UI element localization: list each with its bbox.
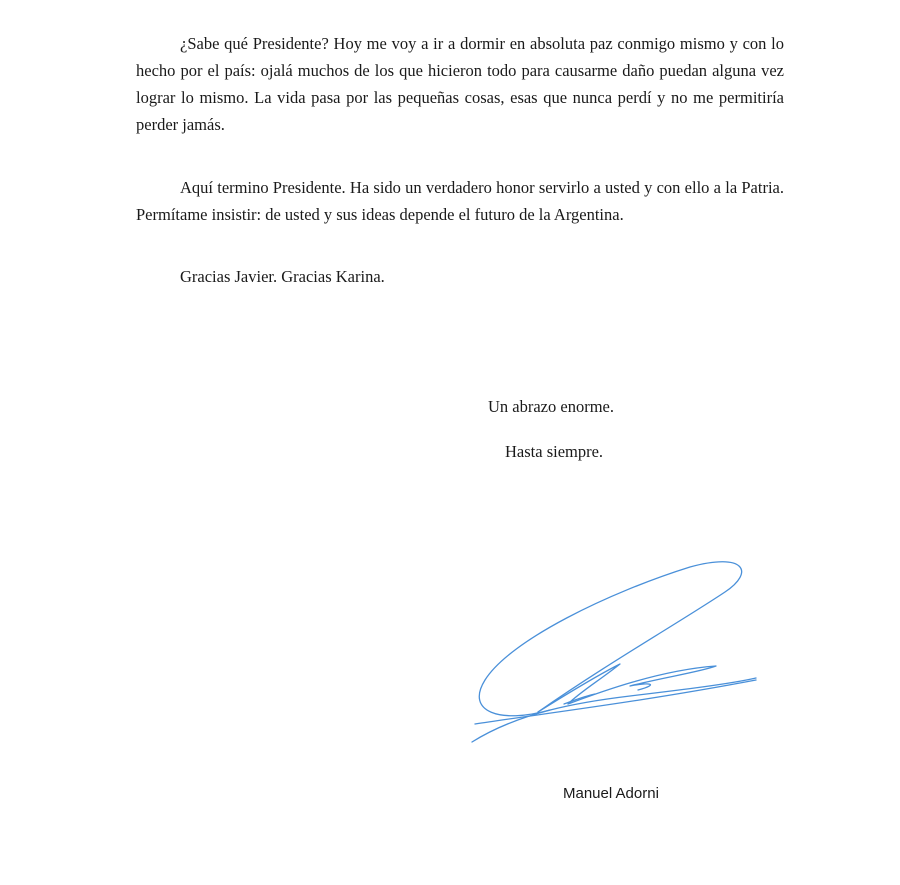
signer-name: Manuel Adorni (563, 785, 659, 802)
closing-abrazo: Un abrazo enorme. (488, 397, 614, 416)
closing-hasta-siempre: Hasta siempre. (505, 442, 604, 461)
signature-baseline-stroke (475, 680, 756, 724)
paragraph-presidente-paz: ¿Sabe qué Presidente? Hoy me voy a ir a dormir en absoluta paz conmigo mismo y con lo hecho por el país: ojalá muchos de los que hicieron todo para causarme daño puedan alguna vez lograr lo mismo. La vida pasa por las pequeñas cosas, esas que nunca perdí y no me permitiría perder jamás. (136, 34, 784, 134)
paragraph-termino-presidente: Aquí termino Presidente. Ha sido un verdadero honor servirlo a usted y con ello a la Patria. Permítame insistir: de usted y sus ideas depende el futuro de la Argentina. (136, 178, 784, 224)
signature-loop-stroke (479, 562, 741, 716)
signature-tick-stroke (564, 694, 595, 704)
signature-icon (460, 552, 770, 752)
paragraph-gracias: Gracias Javier. Gracias Karina. (180, 267, 385, 286)
